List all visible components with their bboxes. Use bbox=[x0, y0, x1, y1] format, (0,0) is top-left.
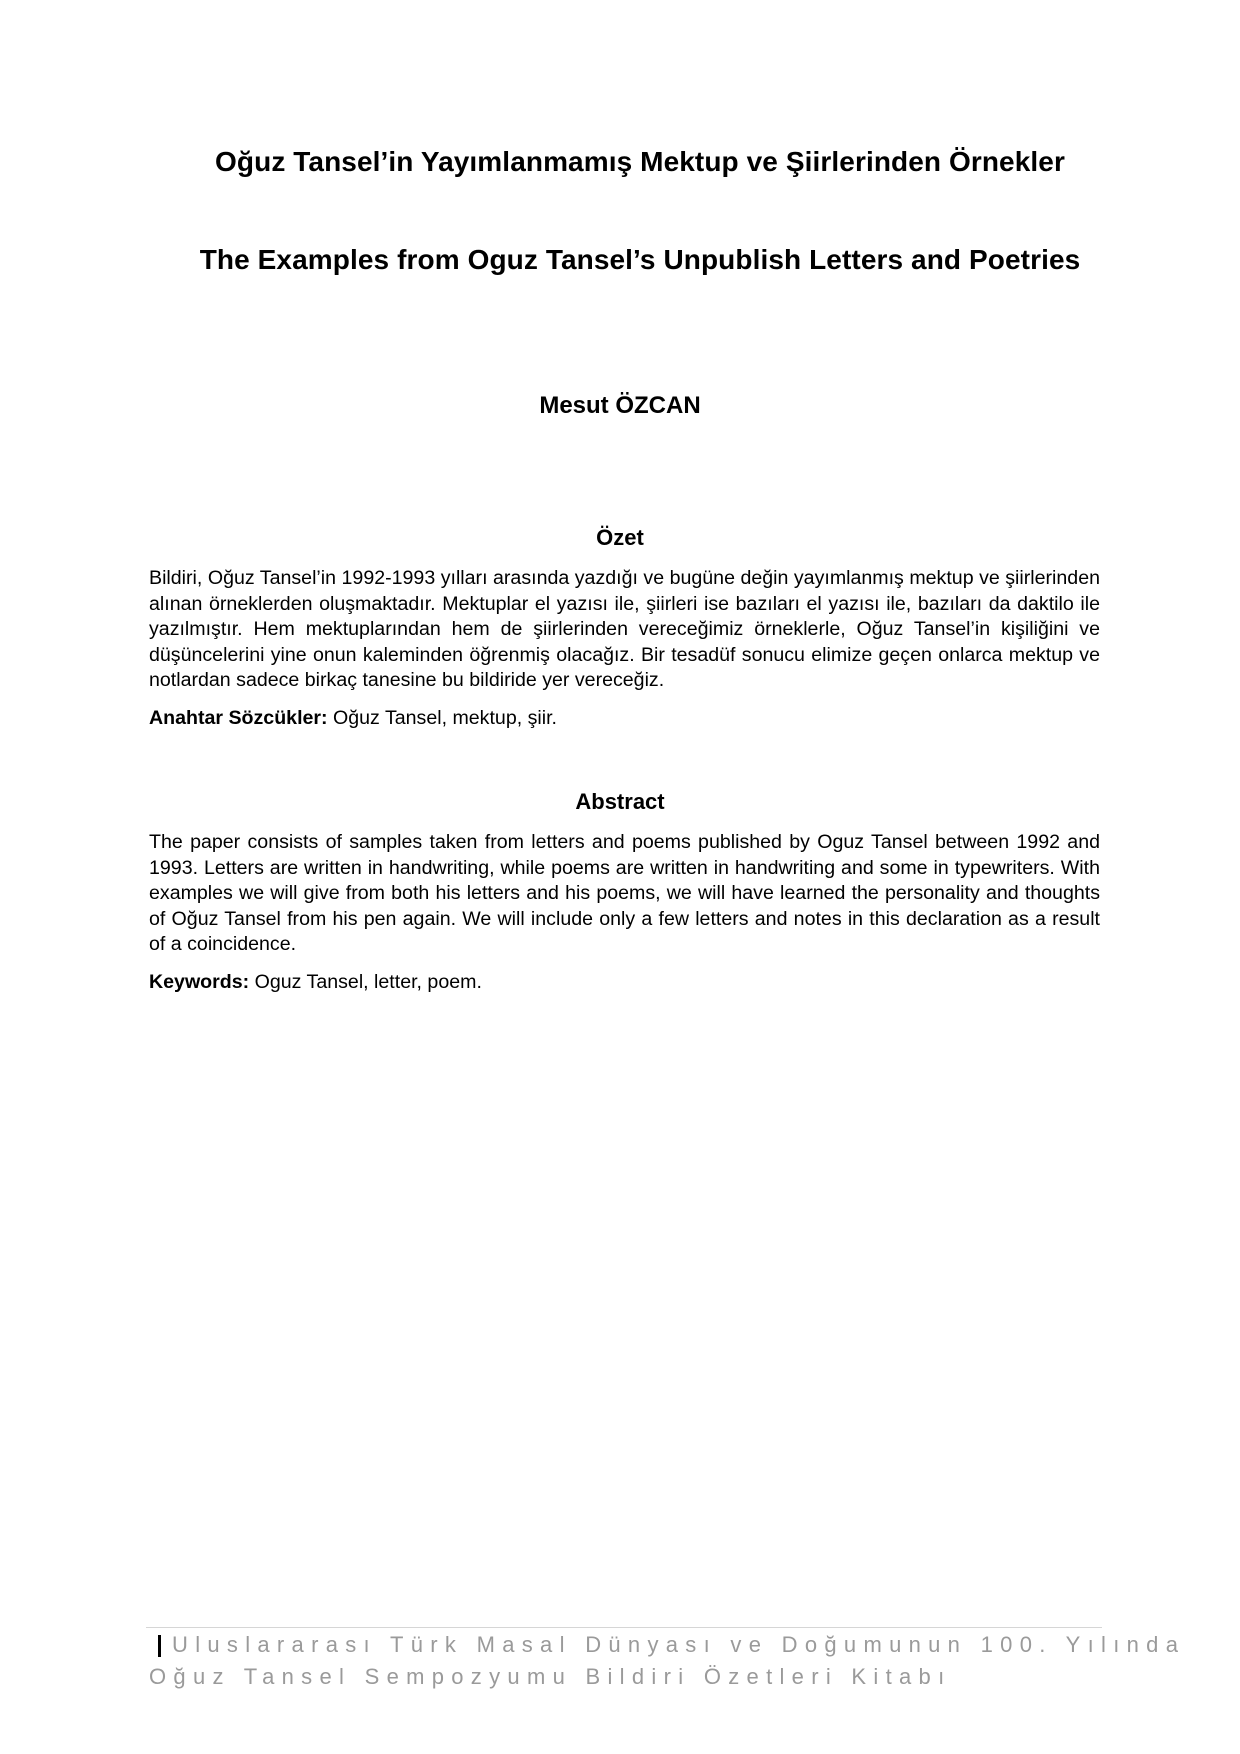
keywords-english-label: Keywords: bbox=[149, 971, 250, 993]
ozet-heading: Özet bbox=[596, 525, 644, 550]
abstract-paragraph: The paper consists of samples taken from letters and poems published by Oguz Tansel between 1992 and 1993. Letters are written in handwriting, while poems are written in handwriting and some in typewriters. With examples we will give from both his letters and his poems, we will have learned the personality and thoughts of Oğuz Tansel from his pen again. We will include only a few letters and notes in this declaration as a result of a coincidence. bbox=[149, 831, 1100, 956]
author-name: Mesut ÖZCAN bbox=[539, 392, 701, 419]
keywords-turkish-values: Oğuz Tansel, mektup, şiir. bbox=[327, 707, 557, 729]
title-turkish: Oğuz Tansel’in Yayımlanmamış Mektup ve Şiirlerinden Örnekler bbox=[215, 146, 1065, 177]
abstract-heading: Abstract bbox=[575, 789, 665, 814]
keywords-english-values: Oguz Tansel, letter, poem. bbox=[249, 971, 482, 993]
footer-bar-marker bbox=[158, 1635, 161, 1657]
keywords-turkish-label: Anahtar Sözcükler: bbox=[149, 707, 328, 729]
keywords-english bbox=[149, 970, 1100, 996]
ozet-paragraph: Bildiri, Oğuz Tansel’in 1992-1993 yılları arasında yazdığı ve bugüne değin yayımlanmış mektup ve şiirlerinden alınan örneklerden oluşmaktadır. Mektuplar el yazısı ile, şiirleri ise bazıları el yazısı ile, bazıları da daktilo ile yazılmıştır. Hem mektuplarından hem de şiirlerinden vereceğimiz örneklerle, Oğuz Tansel’in kişiliğini ve düşüncelerini yine onun kaleminden öğrenmiş olacağız. Bir tesadüf sonucu elimize geçen onlarca mektup ve notlardan sadece birkaç tanesine bu bildiride yer vereceğiz. bbox=[149, 567, 1100, 692]
keywords-turkish bbox=[149, 706, 1100, 732]
title-english: The Examples from Oguz Tansel’s Unpublish Letters and Poetries bbox=[199, 244, 1081, 275]
footer-divider bbox=[146, 1627, 1102, 1628]
footer-line-2: Oğuz Tansel Sempozyumu Bildiri Özetleri Kitabı bbox=[149, 1664, 952, 1689]
footer-line-1: Uluslararası Türk Masal Dünyası ve Doğumunun 100. Yılında bbox=[172, 1632, 1186, 1657]
